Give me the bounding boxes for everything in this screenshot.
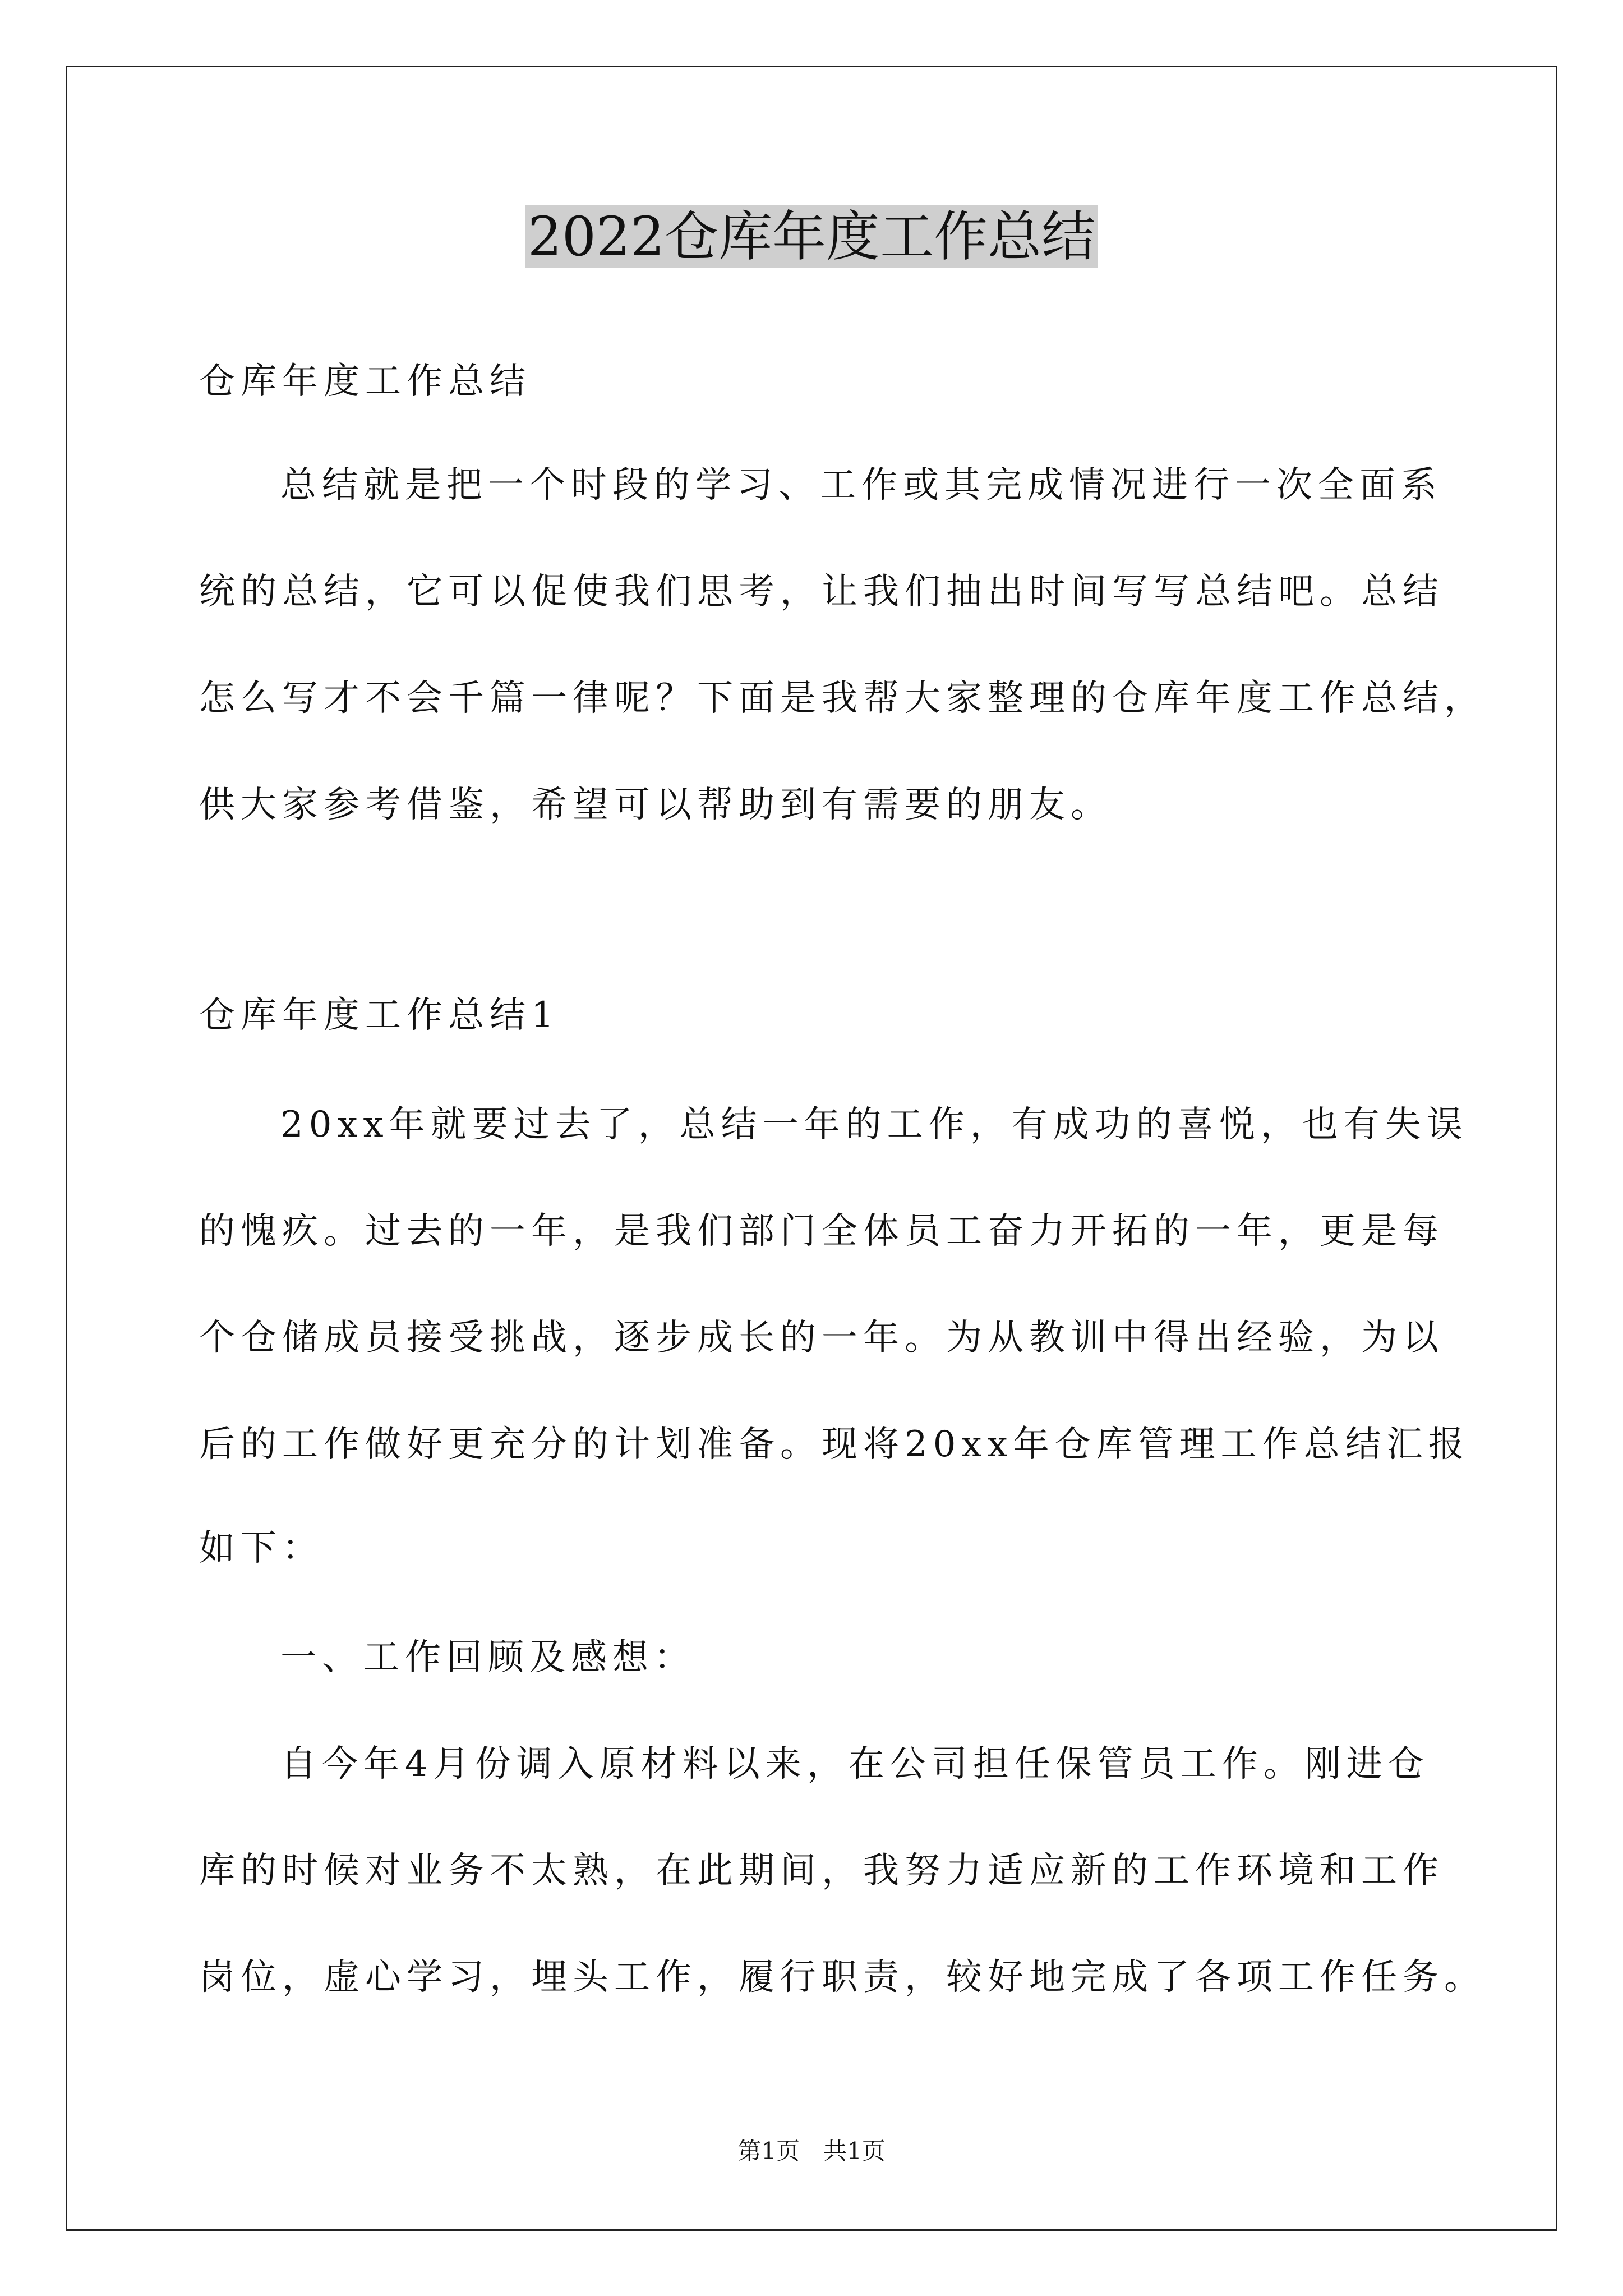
section-1-paragraph-line-4: 后的工作做好更充分的计划准备。现将20xx年仓库管理工作总结汇报 bbox=[199, 1424, 1470, 1465]
intro-paragraph-line-2: 统的总结，它可以促使我们思考，让我们抽出时间写写总结吧。总结 bbox=[199, 571, 1444, 613]
subsection-heading: 一、工作回顾及感想： bbox=[280, 1637, 695, 1678]
section-1-paragraph-line-2: 的愧疚。过去的一年，是我们部门全体员工奋力开拓的一年，更是每 bbox=[199, 1211, 1444, 1252]
intro-heading: 仓库年度工作总结 bbox=[199, 361, 531, 402]
subsection-paragraph-line-1: 自今年4月份调入原材料以来，在公司担任保管员工作。刚进仓 bbox=[280, 1743, 1430, 1785]
page-number-footer: 第1页 共1页 bbox=[737, 2137, 886, 2165]
subsection-paragraph-line-3: 岗位，虚心学习，埋头工作，履行职责，较好地完成了各项工作任务。 bbox=[199, 1957, 1486, 1998]
section-1-heading: 仓库年度工作总结1 bbox=[199, 995, 560, 1036]
intro-paragraph-line-4: 供大家参考借鉴，希望可以帮助到有需要的朋友。 bbox=[199, 784, 1112, 826]
section-1-paragraph-line-5: 如下： bbox=[199, 1527, 324, 1569]
subsection-paragraph-line-2: 库的时候对业务不太熟，在此期间，我努力适应新的工作环境和工作 bbox=[199, 1850, 1444, 1892]
intro-paragraph-line-1: 总结就是把一个时段的学习、工作或其完成情况进行一次全面系 bbox=[280, 464, 1442, 506]
section-1-paragraph-line-1: 20xx年就要过去了，总结一年的工作，有成功的喜悦，也有失误 bbox=[280, 1104, 1468, 1145]
document-title: 2022仓库年度工作总结 bbox=[0, 197, 1623, 276]
intro-paragraph-line-3: 怎么写才不会千篇一律呢？下面是我帮大家整理的仓库年度工作总结， bbox=[199, 678, 1486, 719]
section-1-paragraph-line-3: 个仓储成员接受挑战，逐步成长的一年。为从教训中得出经验，为以 bbox=[199, 1317, 1444, 1359]
